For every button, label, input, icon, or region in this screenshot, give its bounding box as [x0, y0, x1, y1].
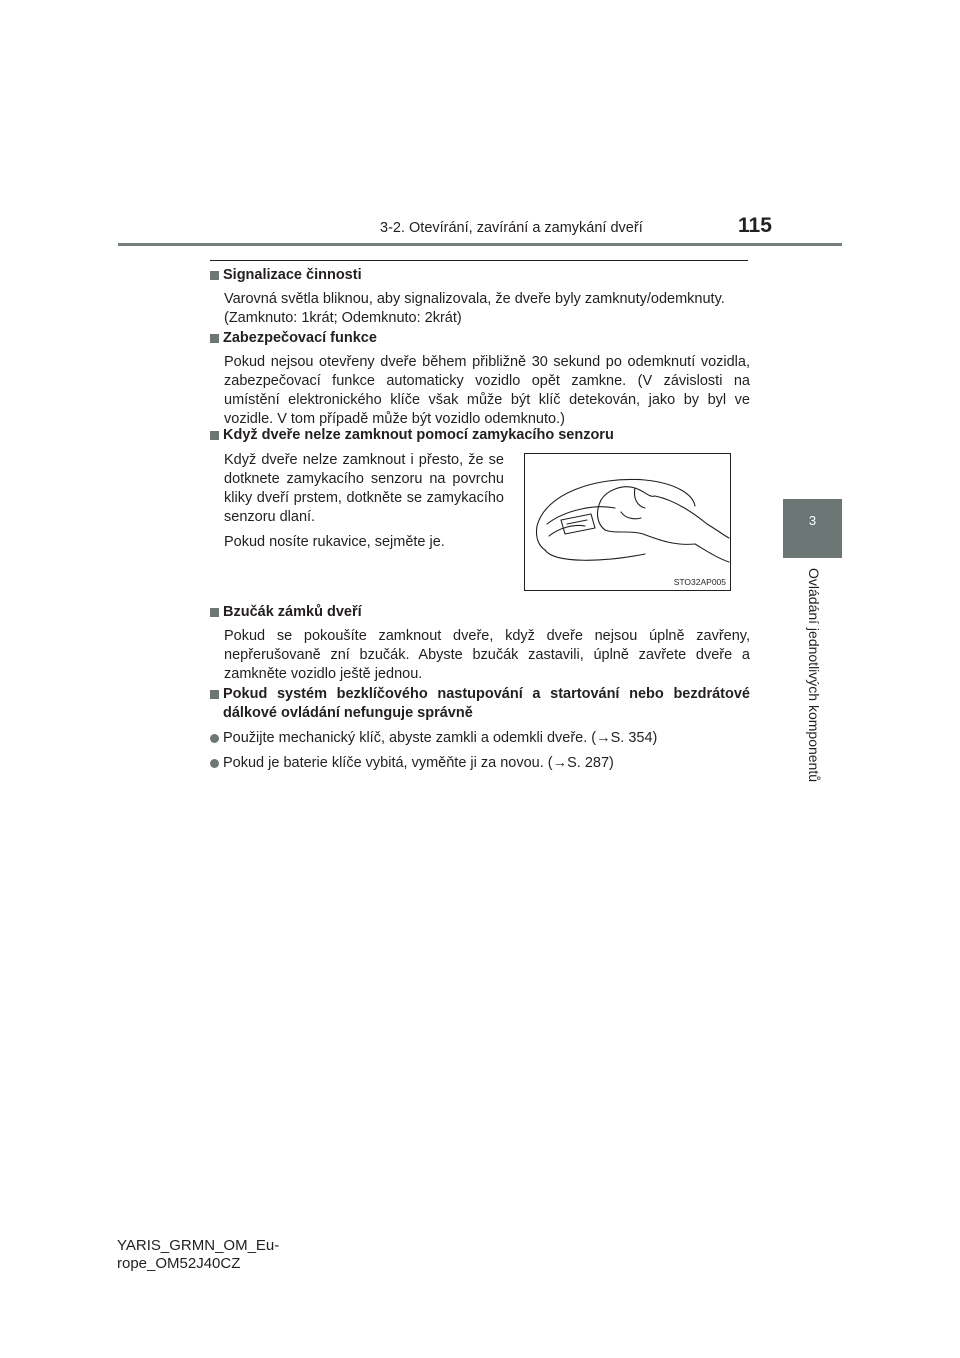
section-body: Pokud se pokoušíte zamknout dveře, když dveře nejsou úplně zavřeny, nepřerušovaně zní bzučák. Abyste bzučák zastavili, úplně zavřete dveře a zamkněte vozidlo ještě jednou. [224, 628, 750, 682]
section-header: 3-2. Otevírání, zavírání a zamykání dveří [380, 220, 643, 236]
round-bullet-icon [210, 734, 219, 743]
section-bzucak [210, 603, 750, 684]
section-body: Varovná světla bliknou, aby signalizovala, že dveře byly zamknuty/odemknuty. (Zamknuto: 1krát; Odemknuto: 2krát) [224, 291, 725, 326]
section-body: Pokud nejsou otevřeny dveře během přibližně 30 sekund po odemknutí vozidla, zabezpečovací funkce automaticky vozidlo opět zamkne. (V závislosti na umístění elektronického klíče však může být klíč detekován, jako by byl ve vozidle. V tom případě může být vozidlo odemknuto.) [224, 354, 750, 427]
content-rule [210, 260, 748, 261]
section-title: Pokud systém bezklíčového nastupování a startování nebo bezdrátové dálkové ovládání nefunguje správně [210, 685, 750, 723]
header-rule [118, 243, 842, 246]
square-bullet-icon [210, 271, 219, 280]
section-title: Když dveře nelze zamknout pomocí zamykacího senzoru [210, 426, 750, 445]
footer-code: YARIS_GRMN_OM_Eu- rope_OM52J40CZ [117, 1237, 280, 1272]
section-title: Signalizace činnosti [210, 266, 750, 285]
chapter-tab[interactable] [783, 499, 842, 558]
square-bullet-icon [210, 431, 219, 440]
section-nefunguje [210, 685, 750, 773]
list-item: Použijte mechanický klíč, abyste zamkli a odemkli dveře. (→S. 354) [210, 729, 750, 748]
square-bullet-icon [210, 334, 219, 343]
square-bullet-icon [210, 608, 219, 617]
door-handle-figure [524, 453, 731, 591]
chapter-tab-label: Ovládání jednotlivých komponentů [806, 568, 822, 783]
section-zabezpecovaci [210, 329, 750, 429]
figure-code: STO32AP005 [673, 577, 726, 587]
bullet-list [210, 729, 750, 773]
square-bullet-icon [210, 690, 219, 699]
section-signalizace [210, 266, 750, 328]
list-item: Pokud je baterie klíče vybitá, vyměňte ji za novou. (→S. 287) [210, 754, 750, 773]
section-body: Když dveře nelze zamknout i přesto, že se dotknete zamykacího senzoru na povrchu kliky dveří prstem, dotkněte se zamykacího senzoru dlaní. Pokud nosíte rukavice, sejměte je. [224, 452, 504, 550]
section-title: Zabezpečovací funkce [210, 329, 750, 348]
chapter-tab-number: 3 [808, 513, 817, 528]
round-bullet-icon [210, 759, 219, 768]
page-number: 115 [738, 214, 772, 237]
section-title: Bzučák zámků dveří [210, 603, 750, 622]
hand-on-door-handle-illustration [525, 454, 730, 590]
